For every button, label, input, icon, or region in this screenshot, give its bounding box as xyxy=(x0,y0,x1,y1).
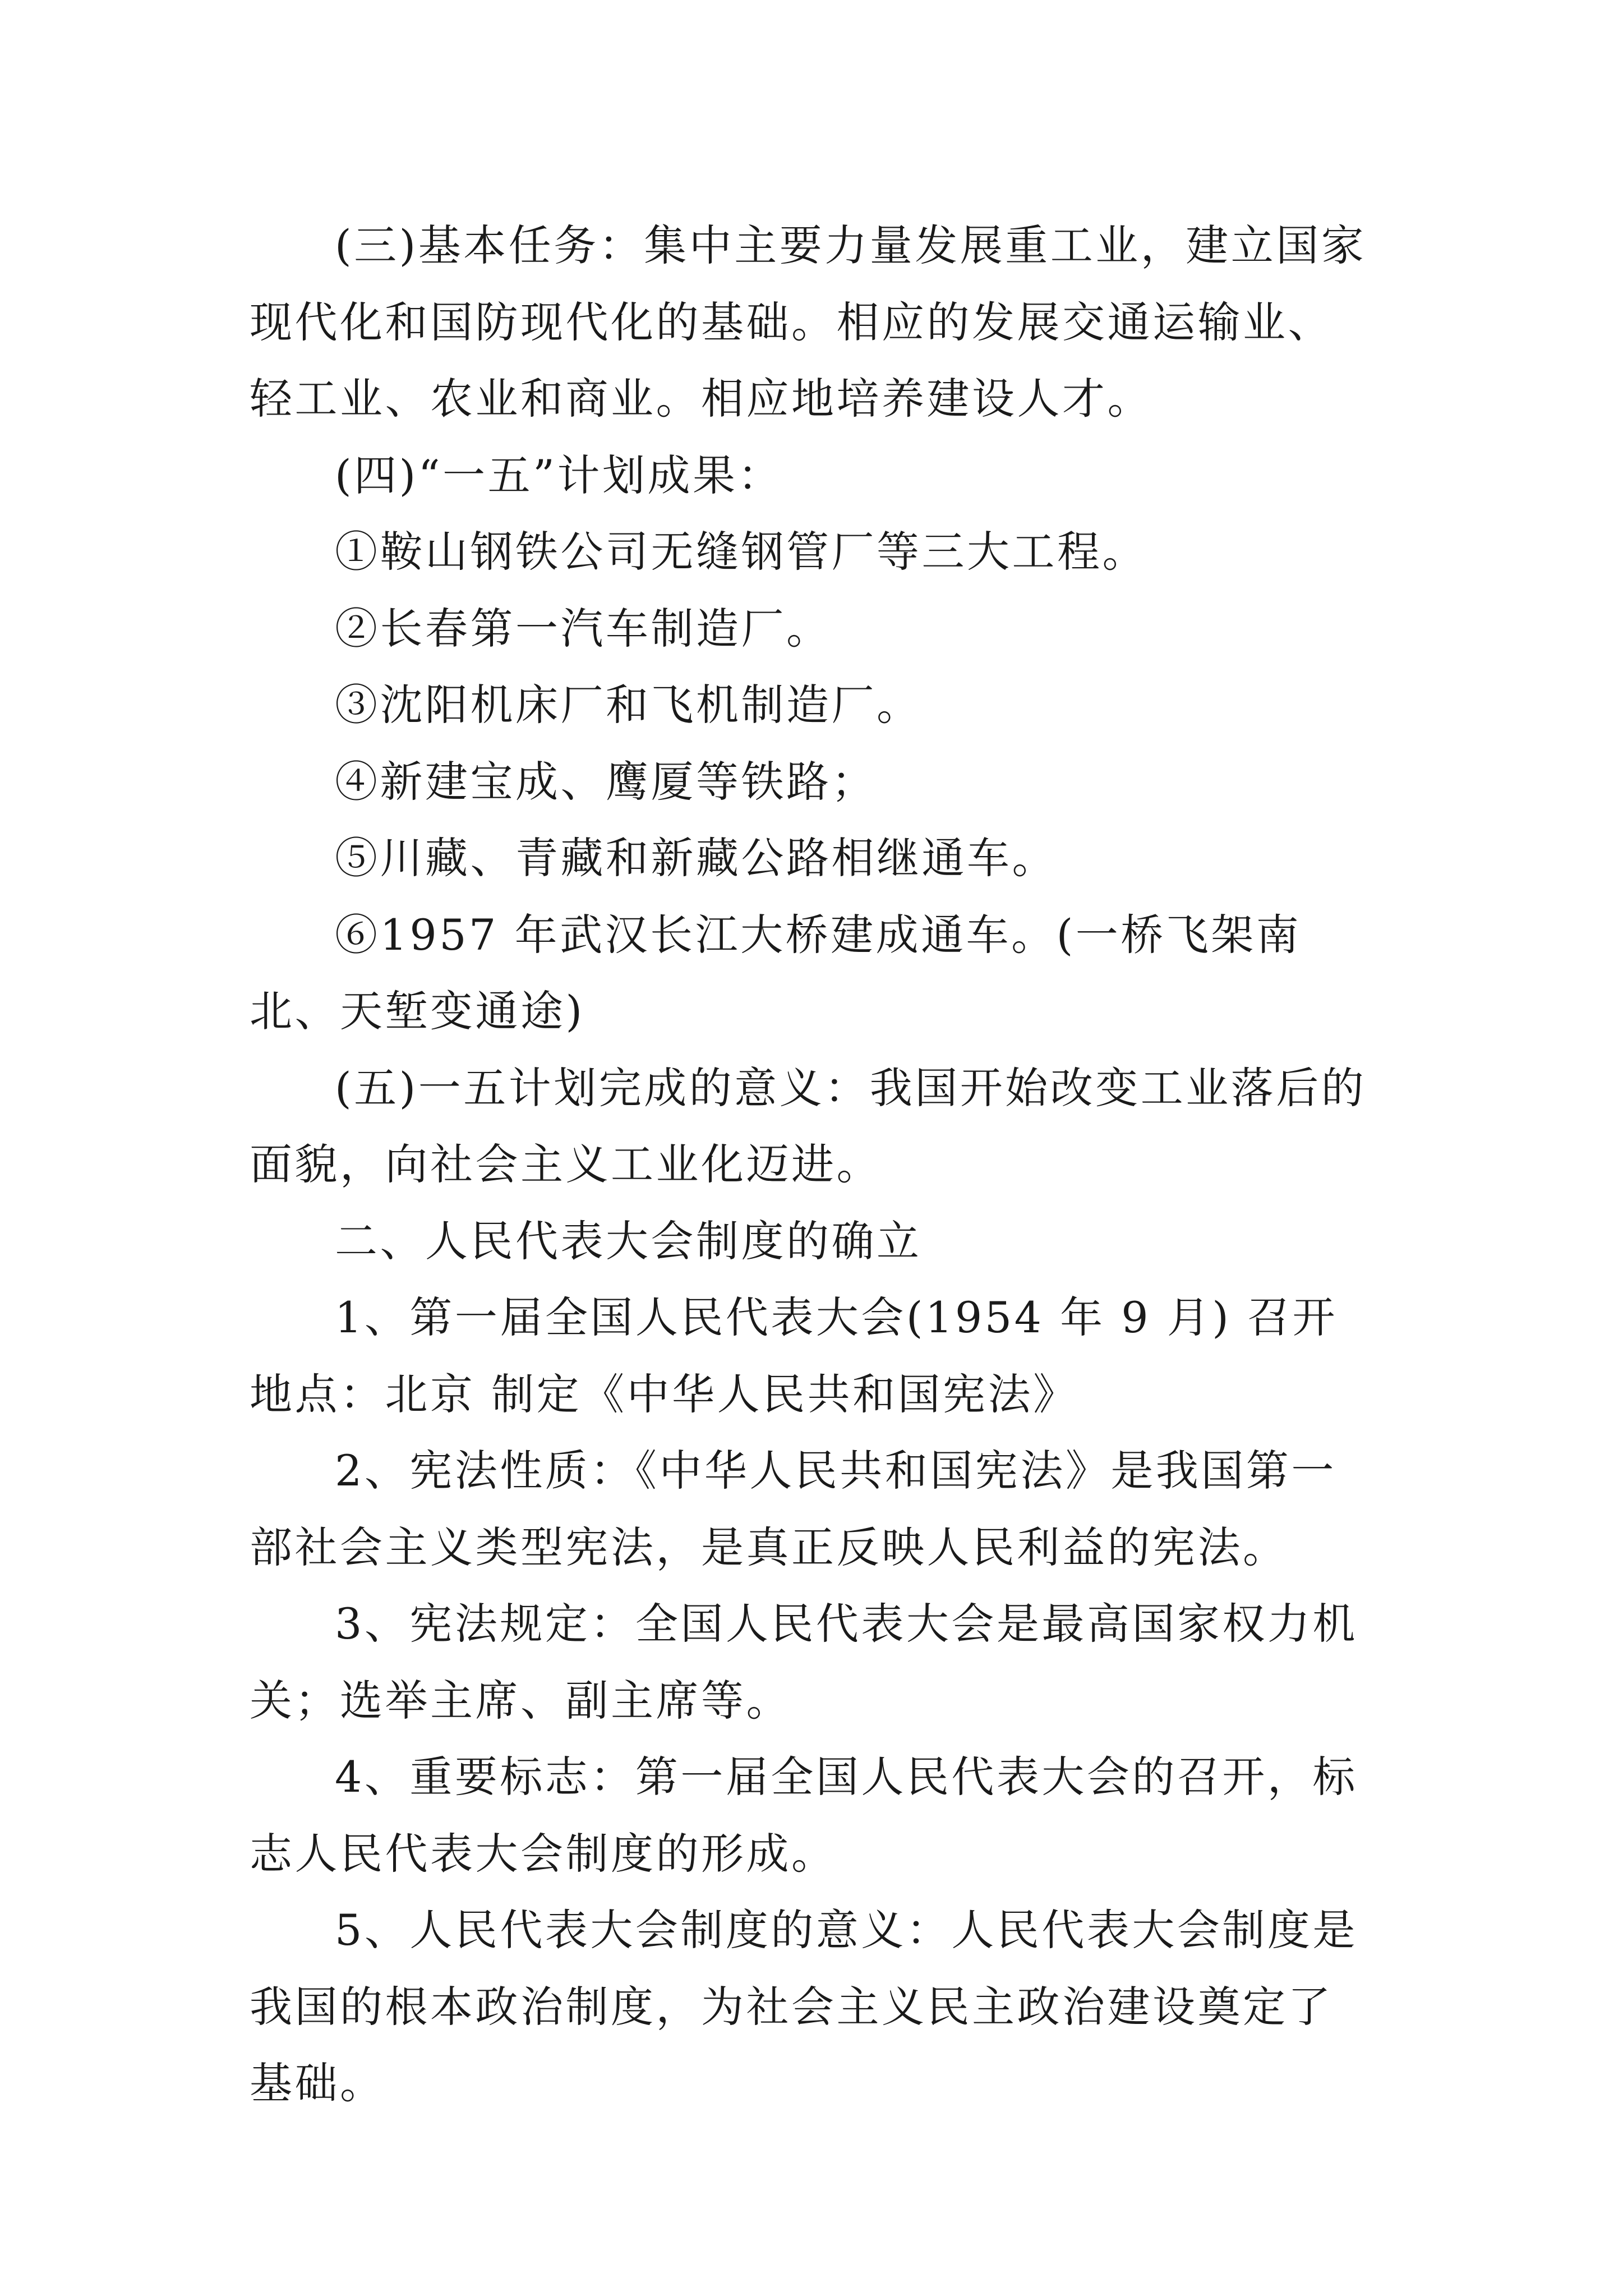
paragraph-npc-4: 4、重要标志：第一届全国人民代表大会的召开，标志人民代表大会制度的形成。 xyxy=(250,1752,1358,1879)
document-body xyxy=(250,208,1377,2122)
paragraph-result-5: ⑤川藏、青藏和新藏公路相继通车。 xyxy=(335,833,1057,883)
paragraph-npc-1: 1、第一届全国人民代表大会(1954 年 9 月) 召开地点：北京 制定《中华人民共和国宪法》 xyxy=(250,1292,1338,1419)
paragraph-five-year-results-heading: (四)“一五”计划成果： xyxy=(335,450,783,500)
paragraph-result-1: ①鞍山钢铁公司无缝钢管厂等三大工程。 xyxy=(335,527,1147,577)
section-heading-npc-system: 二、人民代表大会制度的确立 xyxy=(335,1216,922,1266)
paragraph-npc-2: 2、宪法性质：《中华人民共和国宪法》是我国第一部社会主义类型宪法，是真正反映人民利益的宪法。 xyxy=(250,1446,1336,1572)
paragraph-npc-5: 5、人民代表大会制度的意义：人民代表大会制度是我国的根本政治制度，为社会主义民主政治建设奠定了基础。 xyxy=(250,1905,1358,2108)
paragraph-result-4: ④新建宝成、鹰厦等铁路； xyxy=(335,756,877,807)
paragraph-result-6: ⑥1957 年武汉长江大桥建成通车。(一桥飞架南北、天堑变通途) xyxy=(250,909,1302,1036)
paragraph-result-2: ②长春第一汽车制造厂。 xyxy=(335,603,832,654)
paragraph-basic-task: (三)基本任务：集中主要力量发展重工业，建立国家现代化和国防现代化的基础。相应的发展交通运输业、轻工业、农业和商业。相应地培养建设人才。 xyxy=(250,220,1367,424)
paragraph-npc-3: 3、宪法规定：全国人民代表大会是最高国家权力机关；选举主席、副主席等。 xyxy=(250,1599,1358,1726)
paragraph-result-3: ③沈阳机床厂和飞机制造厂。 xyxy=(335,680,922,730)
paragraph-significance: (五)一五计划完成的意义：我国开始改变工业落后的面貌，向社会主义工业化迈进。 xyxy=(250,1062,1367,1189)
